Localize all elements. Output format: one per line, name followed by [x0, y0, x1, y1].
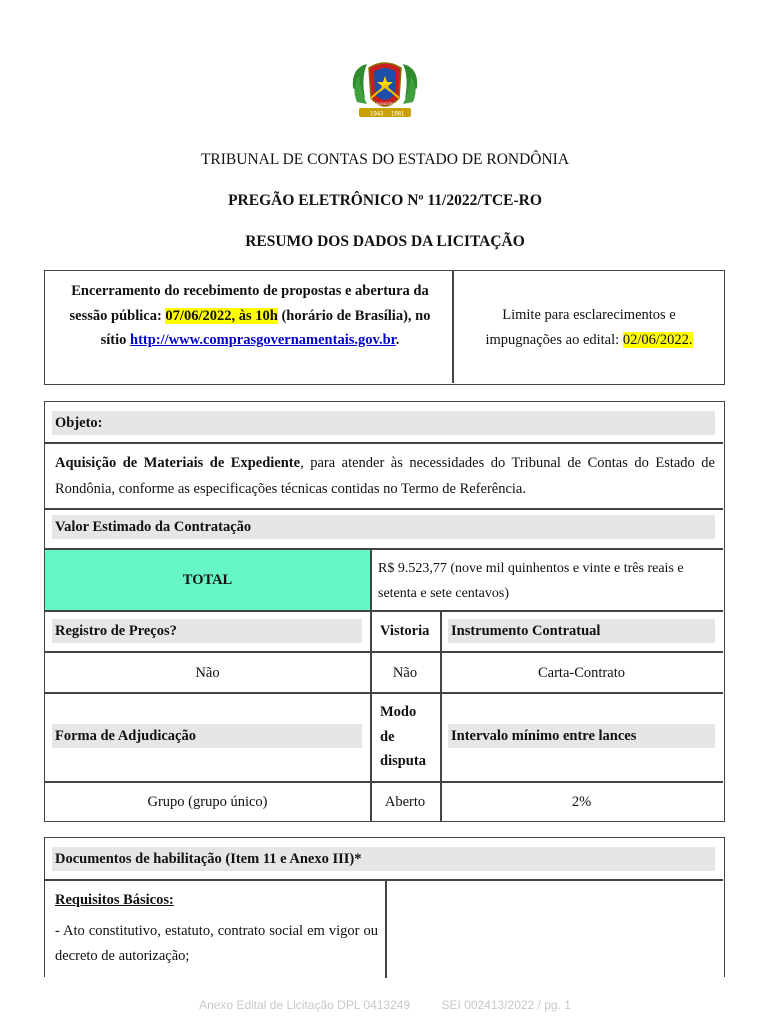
modo-value: Aberto — [384, 794, 426, 810]
registro-label: Registro de Preços? — [52, 619, 362, 643]
session-date-highlight: 07/06/2022, às 10h — [165, 307, 278, 324]
compras-link[interactable]: http://www.comprasgovernamentais.gov.br — [130, 332, 396, 348]
vistoria-label: Vistoria — [380, 623, 430, 639]
valor-label: Valor Estimado da Contratação — [52, 515, 715, 539]
instrumento-label: Instrumento Contratual — [448, 619, 715, 643]
svg-text:1943: 1943 — [370, 111, 384, 118]
dates-box — [44, 270, 725, 385]
document-subtitle: RESUMO DOS DADOS DA LICITAÇÃO — [245, 233, 525, 250]
main-table — [44, 401, 725, 822]
modo-label: Modo de disputa — [380, 704, 426, 769]
documents-label: Documentos de habilitação (Item 11 e Anexo III)* — [52, 847, 715, 871]
vistoria-value: Não — [392, 665, 418, 681]
forma-value: Grupo (grupo único) — [147, 794, 268, 810]
state-emblem-icon — [347, 58, 423, 122]
footer-doc-ref: Anexo Edital de Licitação DPL 0413249 — [199, 998, 411, 1012]
intervalo-label: Intervalo mínimo entre lances — [448, 724, 715, 748]
footer-page-ref: SEI 002413/2022 / pg. 1 — [441, 998, 571, 1012]
org-name: TRIBUNAL DE CONTAS DO ESTADO DE RONDÔNIA — [200, 151, 570, 168]
object-label: Objeto: — [52, 411, 715, 435]
page-footer — [0, 998, 770, 1012]
requirements-label: Requisitos Básicos: — [55, 892, 174, 908]
total-label: TOTAL — [45, 550, 370, 610]
documents-table — [44, 837, 725, 977]
clarification-date-highlight: 02/06/2022. — [622, 331, 693, 348]
document-title: PREGÃO ELETRÔNICO Nº 11/2022/TCE-RO — [228, 192, 542, 209]
svg-text:RONDÔNIA: RONDÔNIA — [376, 101, 398, 106]
total-value: R$ 9.523,77 (nove mil quinhentos e vinte e três reais e setenta e sete centavos) — [378, 561, 684, 601]
svg-text:1981: 1981 — [391, 111, 405, 118]
forma-label: Forma de Adjudicação — [52, 724, 362, 748]
registro-value: Não — [195, 665, 220, 681]
instrumento-value: Carta-Contrato — [538, 665, 625, 681]
intervalo-value: 2% — [571, 794, 592, 810]
clarification-deadline: Limite para esclarecimentos e impugnações ao edital: 02/06/2022. — [485, 307, 693, 348]
proposal-deadline: Encerramento do recebimento de propostas e abertura da sessão pública: 07/06/2022, às 10h (horário de Brasília), no sítio http://www.comprasgovernamentais.gov.br. — [69, 283, 431, 348]
object-description: Aquisição de Materiais de Expediente, para atender às necessidades do Tribunal de Contas do Estado de Rondônia, conforme as especificações técnicas contidas no Termo de Referência. — [55, 455, 715, 497]
requirement-item: - Ato constitutivo, estatuto, contrato social em vigor ou decreto de autorização; — [55, 923, 378, 964]
